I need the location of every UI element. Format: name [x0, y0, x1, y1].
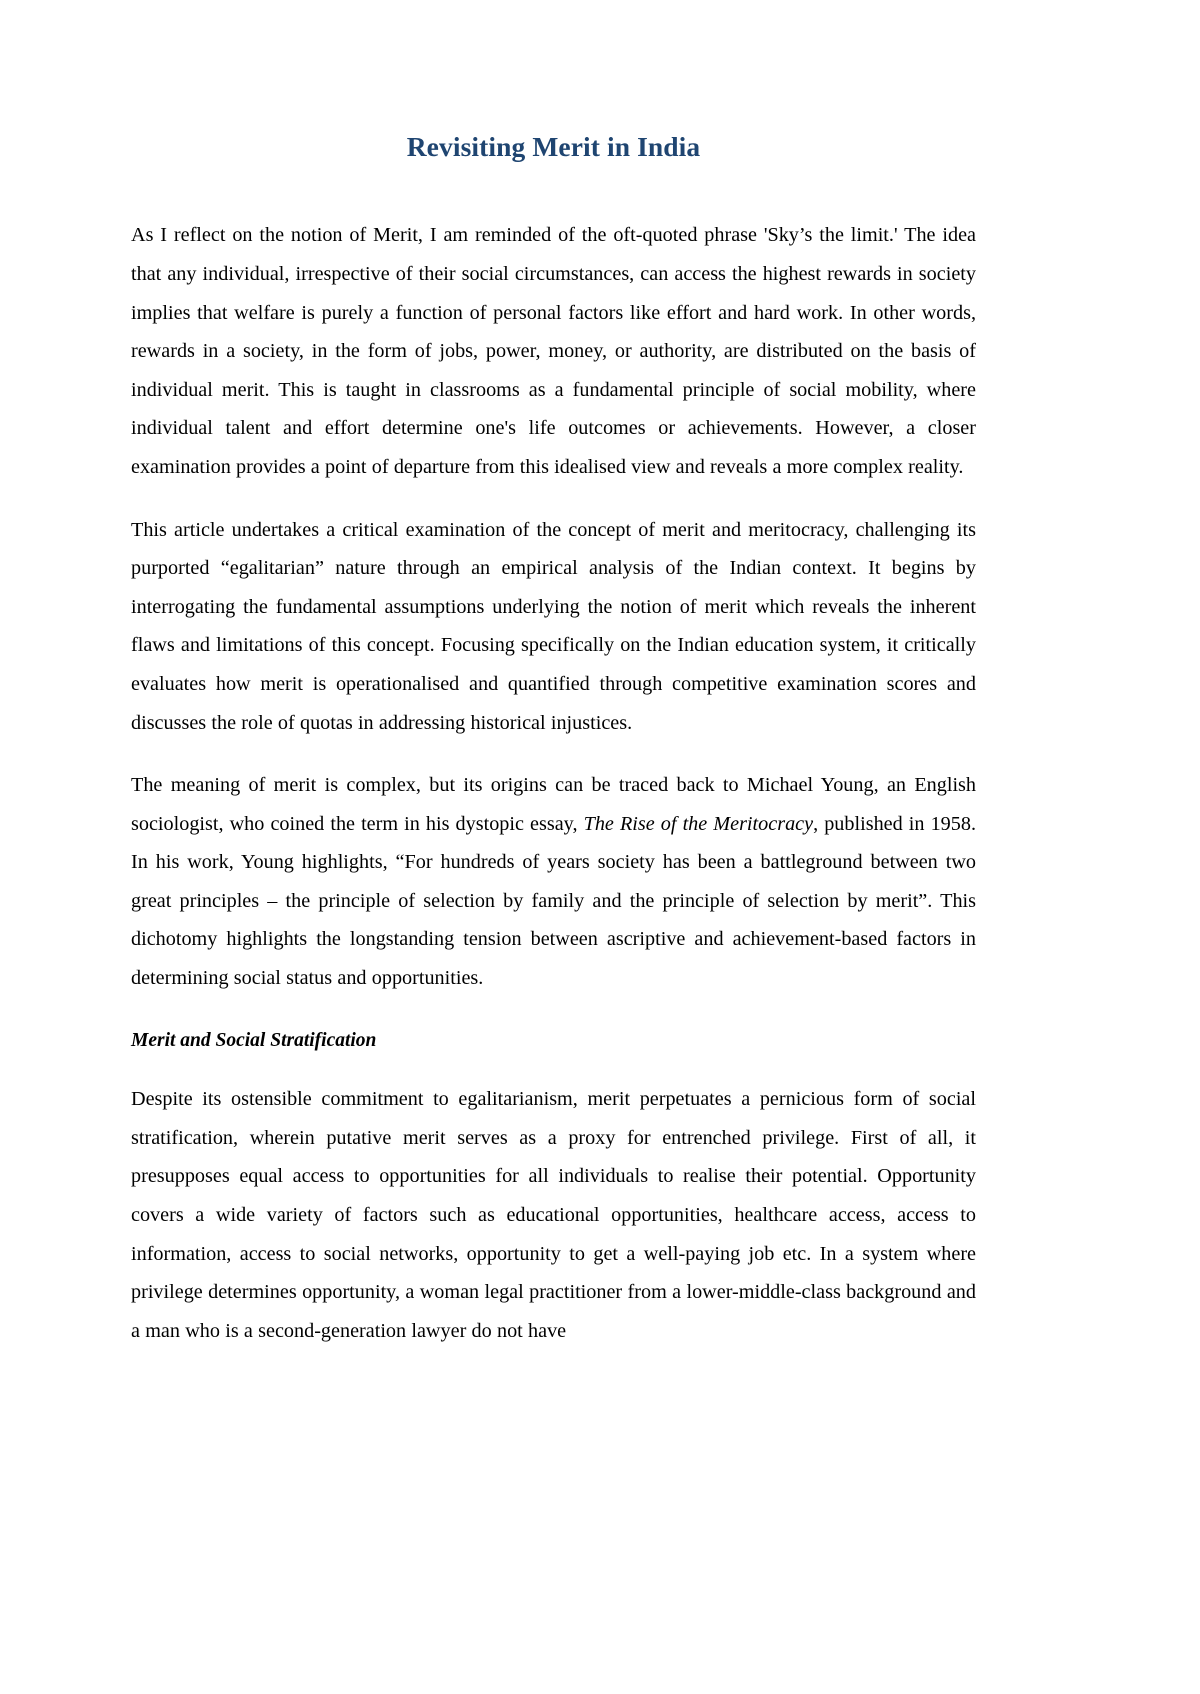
heading-merit-and-social-stratification: Merit and Social Stratification: [131, 1029, 377, 1051]
paragraph-segment-tail: , published in 1958. In his work, Young highlights, “For hundreds of years society has been a battleground between two great principles – the principle of selection by family and the principle of selection by merit”. This dichotomy highlights the longstanding tension between ascriptive and achievement-based factors in determining social status and opportunities.: [131, 812, 976, 990]
page-title: Revisiting Merit in India: [406, 131, 701, 162]
paragraph-stratification-body: Despite its ostensible commitment to egalitarianism, merit perpetuates a pernicious form of social stratification, wherein putative merit serves as a proxy for entrenched privilege. First of all, it presupposes equal access to opportunities for all individuals to realise their potential. Opportunity covers a wide variety of factors such as educational opportunities, healthcare access, access to information, access to social networks, opportunity to get a well-paying job etc. In a system where privilege determines opportunity, a woman legal practitioner from a lower-middle-class background and a man who is a second-generation lawyer do not have: [131, 1088, 976, 1342]
paragraph-article-scope: This article undertakes a critical examination of the concept of merit and meritocracy, challenging its purported “egalitarian” nature through an empirical analysis of the Indian context. It begins by interrogating the fundamental assumptions underlying the notion of merit which reveals the inherent flaws and limitations of this concept. Focusing specifically on the Indian education system, it critically evaluates how merit is operationalised and quantified through competitive examination scores and discusses the role of quotas in addressing historical injustices.: [131, 518, 976, 734]
title-spacer: [131, 164, 976, 216]
paragraph-intro: As I reflect on the notion of Merit, I am reminded of the oft-quoted phrase 'Sky’s the limit.' The idea that any individual, irrespective of their social circumstances, can access the highest rewards in society implies that welfare is purely a function of personal factors like effort and hard work. In other words, rewards in a society, in the form of jobs, power, money, or authority, are distributed on the basis of individual merit. This is taught in classrooms as a fundamental principle of social mobility, where individual talent and effort determine one's life outcomes or achievements. However, a closer examination provides a point of departure from this idealised view and reveals a more complex reality.: [131, 224, 976, 478]
book-title-the-rise-of-the-meritocracy: The Rise of the Meritocracy: [583, 812, 814, 835]
paragraph-segment-lead: The meaning of merit is complex, but its origins can be traced back to Michael Young, an English sociologist, who coined the term in his dystopic essay,: [131, 774, 976, 835]
paragraph-michael-young: [131, 766, 976, 998]
document-content: [131, 130, 976, 1350]
